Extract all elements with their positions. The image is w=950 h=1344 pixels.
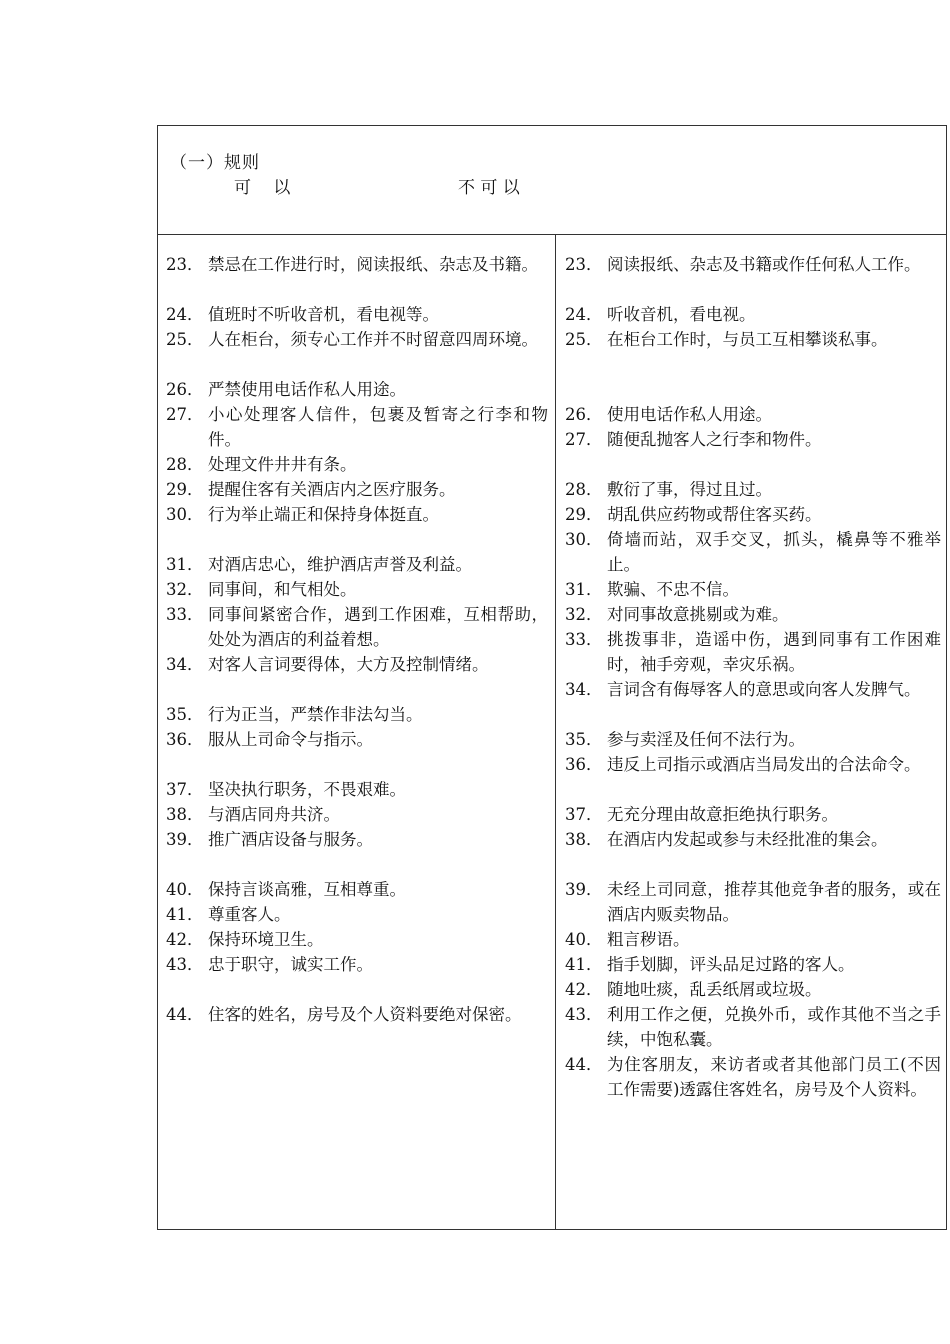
list-item: 39． 推广酒店设备与服务。: [166, 830, 373, 849]
list-item: 23． 阅读报纸、杂志及书籍或作任何私人工作。: [565, 255, 921, 274]
list-item: 33． 挑拨事非，造谣中伤，遇到同事有工作困难时，袖手旁观，幸灾乐祸。: [565, 630, 941, 674]
list-item: 37． 坚决执行职务，不畏艰难。: [166, 780, 406, 799]
list-item: 34． 对客人言词要得体，大方及控制情绪。: [166, 655, 489, 674]
list-item: 41． 指手划脚，评头品足过路的客人。: [565, 955, 855, 974]
list-item: 36． 服从上司命令与指示。: [166, 730, 373, 749]
list-item: 24． 值班时不听收音机，看电视等。: [166, 305, 439, 324]
list-item: 42． 保持环境卫生。: [166, 930, 324, 949]
list-item: 27． 小心处理客人信件，包裹及暂寄之行李和物件。: [166, 405, 548, 449]
list-item: 28． 敷衍了事，得过且过。: [565, 480, 772, 499]
list-item: 38． 在酒店内发起或参与未经批准的集会。: [565, 830, 888, 849]
list-item: 25． 在柜台工作时，与员工互相攀谈私事。: [565, 330, 888, 349]
list-item: 26． 使用电话作私人用途。: [565, 405, 772, 424]
list-item: 42． 随地吐痰，乱丢纸屑或垃圾。: [565, 980, 822, 999]
list-item: 40． 粗言秽语。: [565, 930, 690, 949]
list-item: 32． 同事间，和气相处。: [166, 580, 357, 599]
list-item: 28． 处理文件井井有条。: [166, 455, 357, 474]
list-item: 41． 尊重客人。: [166, 905, 291, 924]
list-item: 23． 禁忌在工作进行时，阅读报纸、杂志及书籍。: [166, 255, 538, 274]
list-item: 33． 同事间紧密合作，遇到工作困难，互相帮助，处处为酒店的利益着想。: [166, 605, 548, 649]
list-item: 32． 对同事故意挑剔或为难。: [565, 605, 789, 624]
list-item: 25． 人在柜台，须专心工作并不时留意四周环境。: [166, 330, 538, 349]
list-item: 40． 保持言谈高雅，互相尊重。: [166, 880, 406, 899]
section-title: （一）规则: [170, 153, 260, 173]
list-item: 35． 参与卖淫及任何不法行为。: [565, 730, 805, 749]
list-item: 39． 未经上司同意，推荐其他竞争者的服务，或在酒店内贩卖物品。: [565, 880, 941, 924]
can-column: [158, 235, 556, 1229]
list-item: 44． 住客的姓名，房号及个人资料要绝对保密。: [166, 1005, 522, 1024]
list-item: 27． 随便乱抛客人之行李和物件。: [565, 430, 822, 449]
list-item: 44． 为住客朋友，来访者或者其他部门员工(不因工作需要)透露住客姓名，房号及个人资料。: [565, 1055, 941, 1099]
list-item: 37． 无充分理由故意拒绝执行职务。: [565, 805, 838, 824]
list-item: 29． 胡乱供应药物或帮住客买药。: [565, 505, 822, 524]
list-item: 29． 提醒住客有关酒店内之医疗服务。: [166, 480, 456, 499]
list-item: 34． 言词含有侮辱客人的意思或向客人发脾气。: [565, 680, 921, 699]
cannot-column-label: 不 可 以: [458, 178, 520, 198]
list-item: 35． 行为正当，严禁作非法勾当。: [166, 705, 423, 724]
list-item: 30． 倚墙而站，双手交叉，抓头，橇鼻等不雅举止。: [565, 530, 941, 574]
header-cell: [158, 126, 946, 235]
list-item: 43． 忠于职守，诚实工作。: [166, 955, 373, 974]
list-item: 38． 与酒店同舟共济。: [166, 805, 340, 824]
rules-table: [157, 125, 947, 1230]
cannot-column: [556, 235, 946, 1229]
list-item: 26． 严禁使用电话作私人用途。: [166, 380, 406, 399]
can-column-label: 可 以: [234, 178, 291, 198]
list-item: 31． 欺骗、不忠不信。: [565, 580, 739, 599]
list-item: 36． 违反上司指示或酒店当局发出的合法命令。: [565, 755, 921, 774]
list-item: 24． 听收音机，看电视。: [565, 305, 756, 324]
list-item: 43． 利用工作之便，兑换外币，或作其他不当之手续，中饱私囊。: [565, 1005, 941, 1049]
list-item: 30． 行为举止端正和保持身体挺直。: [166, 505, 439, 524]
list-item: 31． 对酒店忠心，维护酒店声誉及利益。: [166, 555, 472, 574]
